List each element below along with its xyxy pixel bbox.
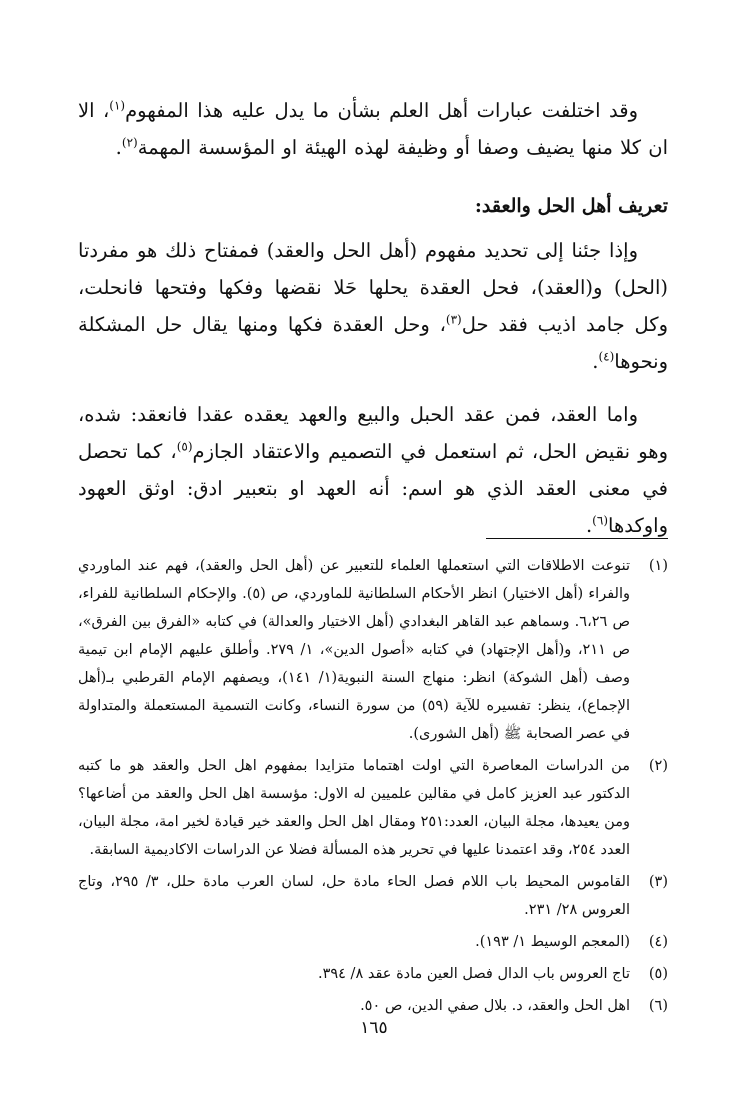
paragraph-3-text-b: ، كما تحصل في معنى العقد الذي هو اسم: أنه العهد او بتعبير ادق: اوثق العهود واوكدها: [78, 440, 668, 537]
footnote-ref-5[interactable]: (٥): [176, 439, 193, 454]
paragraph-3-text-c: .: [585, 514, 593, 537]
footnote-number: (٣): [648, 874, 668, 890]
page-number: ١٦٥: [360, 1018, 388, 1038]
paragraph-2-text-c: .: [592, 350, 599, 373]
paragraph-3-text-a: واما العقد، فمن عقد الحبل والبيع والعهد يعقده عقدا فانعقد: شده، وهو نقيض الحل، ثم استعمل في التصميم والاعتقاد الجازم: [78, 403, 668, 463]
footnote-number: (١): [648, 558, 668, 574]
paragraph-2: [78, 232, 668, 380]
paragraph-1-text-b: ، الا ان كلا منها يضيف وصفا أو وظيفة لهذه الهيئة او المؤسسة المهمة: [78, 99, 668, 159]
footnote-number: (٤): [648, 934, 668, 950]
footnotes: [78, 552, 668, 1024]
footnote-number: (٦): [648, 998, 668, 1014]
footnote-text: تاج العروس باب الدال فصل العين مادة عقد ٨/ ٣٩٤.: [317, 966, 630, 982]
footnote-6: [78, 992, 668, 1020]
paragraph-1: [78, 92, 668, 166]
paragraph-1-text-c: .: [115, 136, 122, 159]
footnote-ref-6[interactable]: (٦): [592, 513, 608, 528]
paragraph-3: [78, 396, 668, 544]
paragraph-1-text-a: وقد اختلفت عبارات أهل العلم بشأن ما يدل عليه هذا المفهوم: [125, 99, 638, 122]
footnote-2: [78, 752, 668, 864]
footnote-4: [78, 928, 668, 956]
footnote-text: تنوعت الاطلاقات التي استعملها العلماء للتعبير عن (أهل الحل والعقد)، فهم عند الماوردي والفراء (أهل الاختيار) انظر الأحكام السلطانية للماوردي، ص (٥). والإحكام السلطانية للفراء، ص ٦،٢٦. وسماهم عبد القاهر البغدادي (أهل الاختيار والعدالة) في كتابه «الفرق بين الفرق»، ص ٢١١، و(أهل الإجتهاد) في كتابه «أصول الدين»، ١/ ٢٧٩. وأطلق عليهم الإمام ابن تيمية وصف (أهل الشوكة) انظر: منهاج السنة النبوية(١/ ١٤١)، ويصفهم الإمام القرطبي بـ(أهل الإجماع)، ينظر: تفسيره للآية (٥٩) من سورة النساء، وكانت التسمية المستعملة والمتداولة في عصر الصحابة ﷺ (أهل الشورى).: [78, 558, 631, 742]
main-text: [78, 92, 668, 544]
footnote-ref-2[interactable]: (٢): [121, 135, 138, 150]
paragraph-2-text-a: وإذا جئنا إلى تحديد مفهوم (أهل الحل والعقد) فمفتاح ذلك هو مفردتا (الحل) و(العقد)، فحل العقدة يحلها حَلا نقضها وفكها وفتحها فانحلت، وكل جامد اذيب فقد حل: [78, 239, 669, 336]
footnote-number: (٥): [648, 966, 668, 982]
footnote-ref-3[interactable]: (٣): [445, 312, 462, 327]
paragraph-2-text-b: ، وحل العقدة فكها ومنها يقال حل المشكلة ونحوها: [78, 313, 668, 373]
footnote-ref-4[interactable]: (٤): [598, 349, 615, 364]
footnote-text: من الدراسات المعاصرة التي اولت اهتماما متزايدا بمفهوم اهل الحل والعقد هو ما كتبه الدكتور عبد العزيز كامل في مقالين علميين له الاول: مؤسسة اهل الحل والعقد من أضاعها؟ ومن يعيدها، مجلة البيان، العدد:٢٥١ ومقال اهل الحل والعقد خير قيادة لخير امة، مجلة البيان، العدد ٢٥٤، وقد اعتمدنا عليها في تحرير هذه المسألة فضلا عن الدراسات الاكاديمية السابقة.: [78, 758, 630, 858]
footnote-text: اهل الحل والعقد، د. بلال صفي الدين، ص ٥٠.: [360, 998, 630, 1014]
footnote-number: (٢): [648, 758, 668, 774]
footnote-5: [78, 960, 668, 988]
footnote-text: القاموس المحيط باب اللام فصل الحاء مادة حل، لسان العرب مادة حلل، ٣/ ٢٩٥، وتاج العروس ٢٨/ ٢٣١.: [78, 874, 630, 918]
section-heading: تعريف أهل الحل والعقد:: [474, 195, 668, 217]
footnote-3: [78, 868, 668, 924]
footnote-text: (المعجم الوسيط ١/ ١٩٣).: [475, 934, 630, 950]
footnote-1: [78, 552, 668, 748]
footnote-divider: [486, 538, 668, 539]
footnote-ref-1[interactable]: (١): [109, 98, 126, 113]
